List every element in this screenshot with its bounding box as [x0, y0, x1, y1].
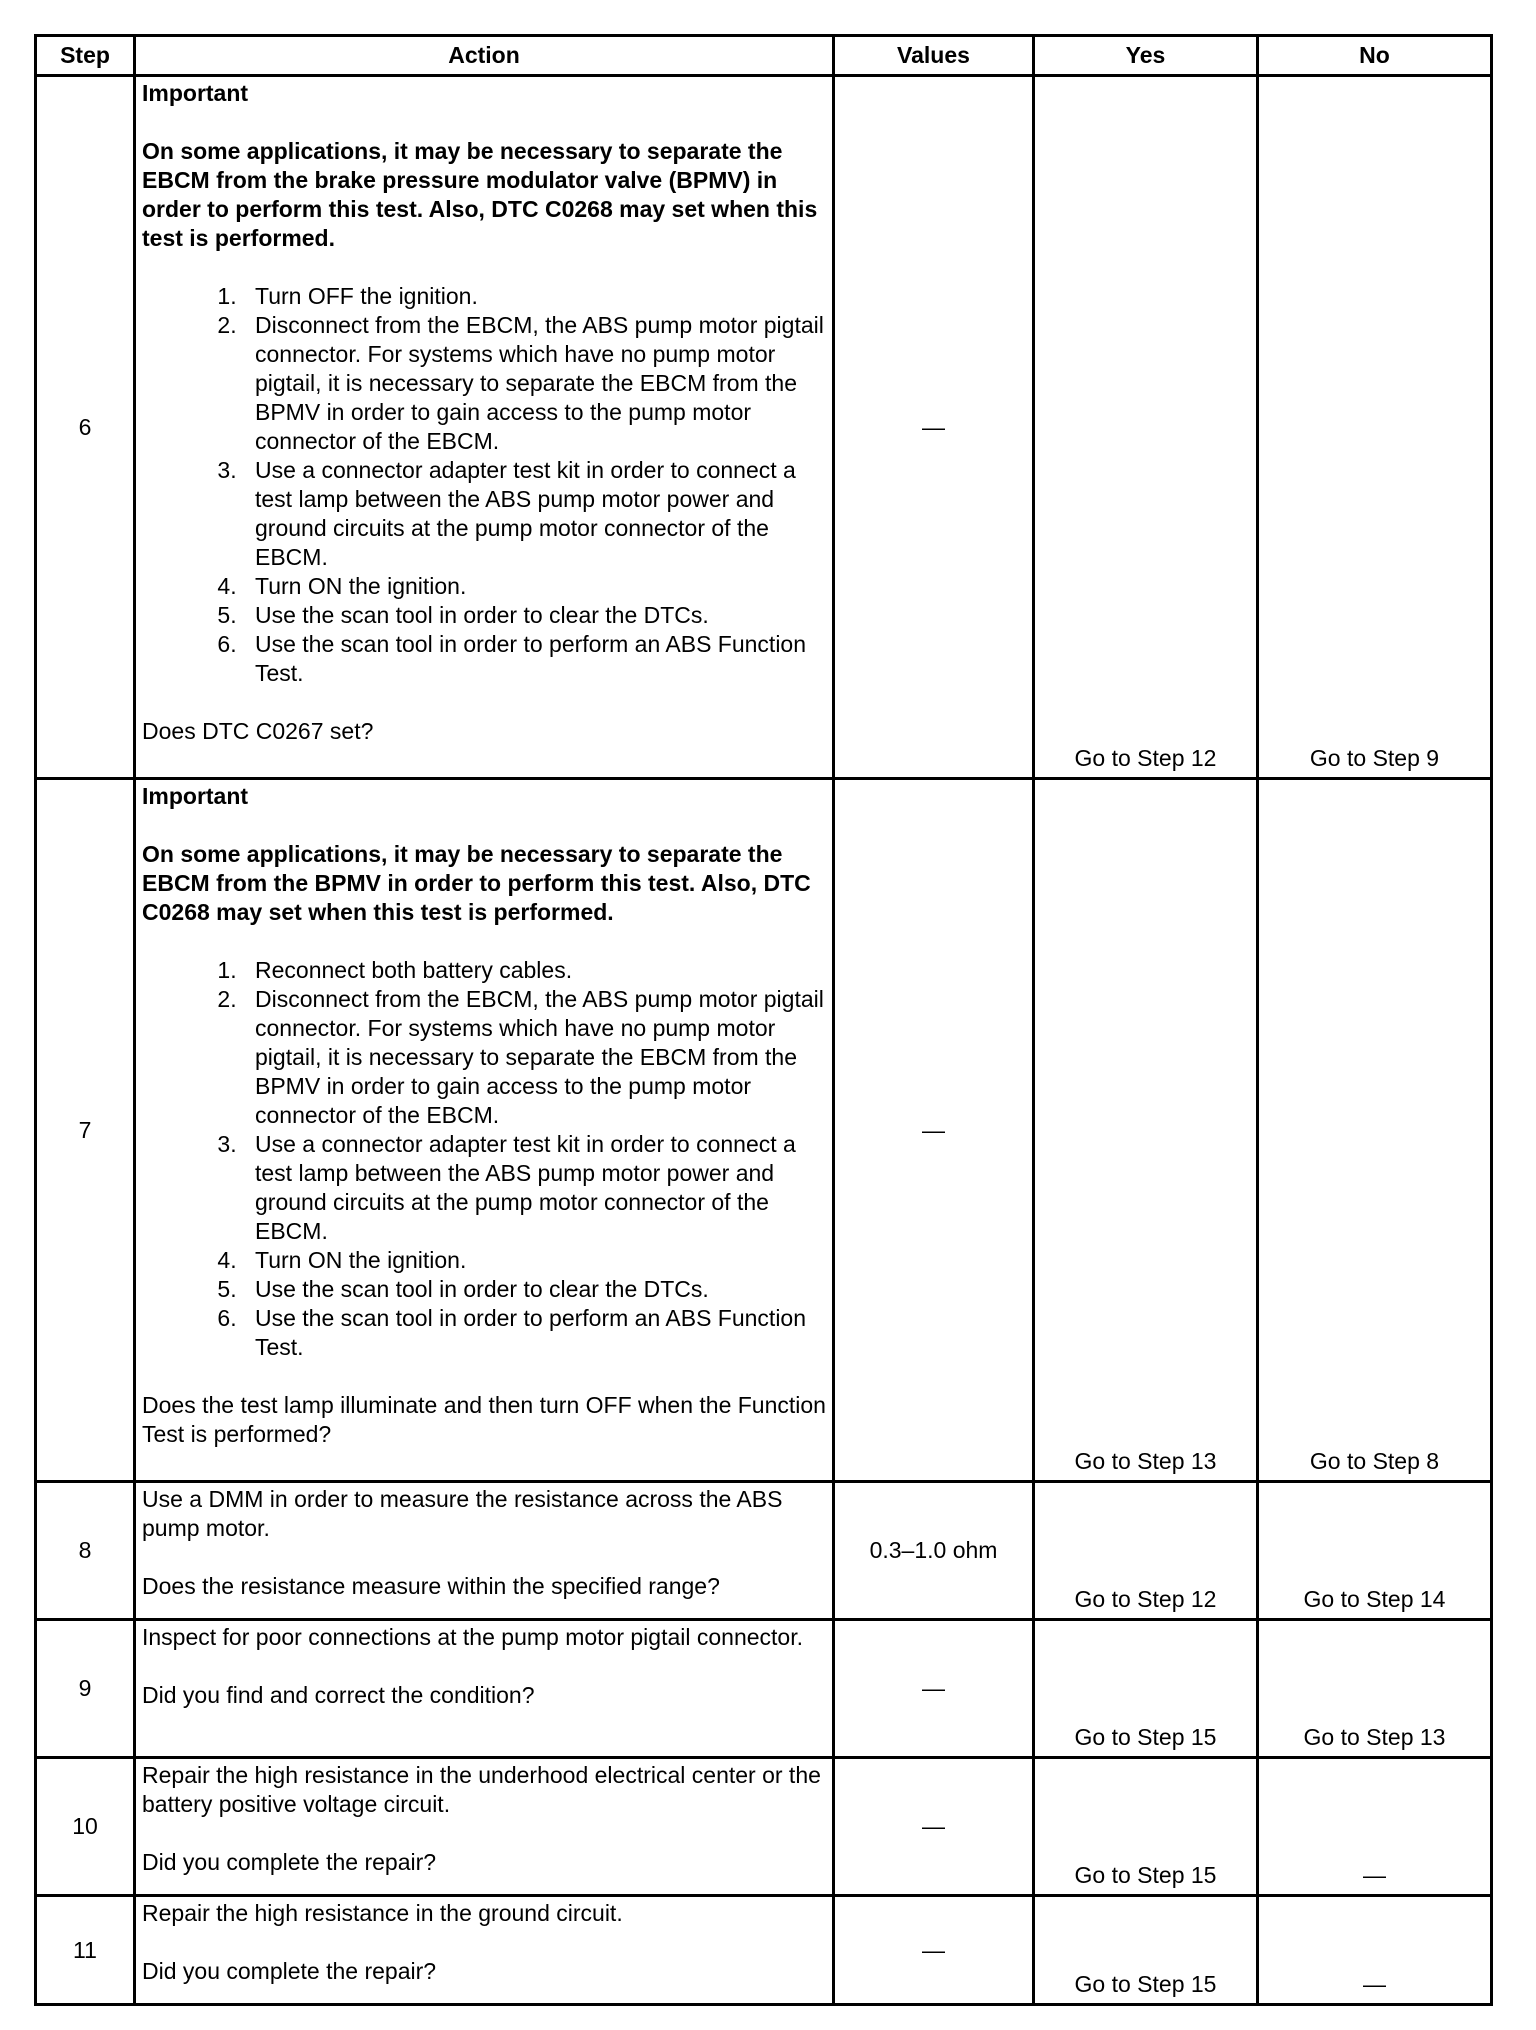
table-row — [36, 1896, 1492, 2005]
list-item: 3. Use a connector adapter test kit in order to connect a test lamp between the ABS pump motor power and ground circuits at the pump motor connector of the EBCM. — [243, 456, 826, 572]
step-number: 8 — [36, 1482, 135, 1620]
diagnostic-table — [34, 34, 1493, 2006]
action-description: Inspect for poor connections at the pump motor pigtail connector. — [142, 1624, 803, 1650]
header-no: No — [1258, 36, 1492, 76]
yes-cell: Go to Step 12 — [1034, 76, 1258, 779]
step-number: 7 — [36, 779, 135, 1482]
yes-cell: Go to Step 15 — [1034, 1758, 1258, 1896]
table-row — [36, 1758, 1492, 1896]
table-row — [36, 779, 1492, 1482]
list-item: 5. Use the scan tool in order to clear the DTCs. — [243, 601, 826, 630]
no-cell: Go to Step 8 — [1258, 779, 1492, 1482]
list-item: 3. Use a connector adapter test kit in order to connect a test lamp between the ABS pump motor power and ground circuits at the pump motor connector of the EBCM. — [243, 1130, 826, 1246]
step-number: 10 — [36, 1758, 135, 1896]
header-step: Step — [36, 36, 135, 76]
no-cell: Go to Step 13 — [1258, 1620, 1492, 1758]
question-text: Did you complete the repair? — [142, 1849, 437, 1875]
step-number: 6 — [36, 76, 135, 779]
important-label: Important — [142, 80, 249, 106]
list-item: 5. Use the scan tool in order to clear the DTCs. — [243, 1275, 826, 1304]
action-cell — [135, 76, 834, 779]
action-description: Repair the high resistance in the underhood electrical center or the battery positive voltage circuit. — [142, 1762, 821, 1817]
list-item: 2. Disconnect from the EBCM, the ABS pump motor pigtail connector. For systems which have no pump motor pigtail, it is necessary to separate the EBCM from the BPMV in order to gain access to the pump motor connector of the EBCM. — [243, 985, 826, 1130]
step-number: 11 — [36, 1896, 135, 2005]
list-item: 1. Reconnect both battery cables. — [243, 956, 826, 985]
yes-cell: Go to Step 13 — [1034, 779, 1258, 1482]
no-cell: — — [1258, 1896, 1492, 2005]
action-description: Use a DMM in order to measure the resistance across the ABS pump motor. — [142, 1486, 783, 1541]
step-number: 9 — [36, 1620, 135, 1758]
no-cell: Go to Step 9 — [1258, 76, 1492, 779]
header-yes: Yes — [1034, 36, 1258, 76]
no-cell: — — [1258, 1758, 1492, 1896]
yes-cell: Go to Step 15 — [1034, 1620, 1258, 1758]
procedure-list — [142, 282, 826, 688]
diagnostic-document — [34, 34, 1490, 2006]
yes-cell: Go to Step 12 — [1034, 1482, 1258, 1620]
important-label: Important — [142, 783, 249, 809]
value-cell: 0.3–1.0 ohm — [834, 1482, 1034, 1620]
list-item: 6. Use the scan tool in order to perform an ABS Function Test. — [243, 630, 826, 688]
list-item: 4. Turn ON the ignition. — [243, 572, 826, 601]
no-cell: Go to Step 14 — [1258, 1482, 1492, 1620]
action-description: Repair the high resistance in the ground circuit. — [142, 1900, 623, 1926]
table-header-row — [36, 36, 1492, 76]
question-text: Did you find and correct the condition? — [142, 1682, 535, 1708]
header-action: Action — [135, 36, 834, 76]
list-item: 4. Turn ON the ignition. — [243, 1246, 826, 1275]
value-cell: — — [834, 1620, 1034, 1758]
important-text: On some applications, it may be necessary to separate the EBCM from the brake pressure modulator valve (BPMV) in order to perform this test. Also, DTC C0268 may set when this test is performed. — [142, 138, 818, 251]
question-text: Did you complete the repair? — [142, 1958, 437, 1984]
question-text: Does DTC C0267 set? — [142, 718, 374, 744]
action-cell — [135, 1896, 834, 2005]
table-row — [36, 1620, 1492, 1758]
important-text: On some applications, it may be necessary to separate the EBCM from the BPMV in order to perform this test. Also, DTC C0268 may set when this test is performed. — [142, 841, 811, 925]
action-cell — [135, 1620, 834, 1758]
action-cell — [135, 1758, 834, 1896]
value-cell: — — [834, 76, 1034, 779]
action-cell — [135, 1482, 834, 1620]
value-cell: — — [834, 1896, 1034, 2005]
table-row — [36, 1482, 1492, 1620]
yes-cell: Go to Step 15 — [1034, 1896, 1258, 2005]
question-text: Does the test lamp illuminate and then turn OFF when the Function Test is performed? — [142, 1392, 826, 1447]
value-cell: — — [834, 1758, 1034, 1896]
value-cell: — — [834, 779, 1034, 1482]
action-cell — [135, 779, 834, 1482]
list-item: 2. Disconnect from the EBCM, the ABS pump motor pigtail connector. For systems which have no pump motor pigtail, it is necessary to separate the EBCM from the BPMV in order to gain access to the pump motor connector of the EBCM. — [243, 311, 826, 456]
list-item: 6. Use the scan tool in order to perform an ABS Function Test. — [243, 1304, 826, 1362]
list-item: 1. Turn OFF the ignition. — [243, 282, 826, 311]
header-values: Values — [834, 36, 1034, 76]
question-text: Does the resistance measure within the specified range? — [142, 1573, 720, 1599]
table-row — [36, 76, 1492, 779]
procedure-list — [142, 956, 826, 1362]
